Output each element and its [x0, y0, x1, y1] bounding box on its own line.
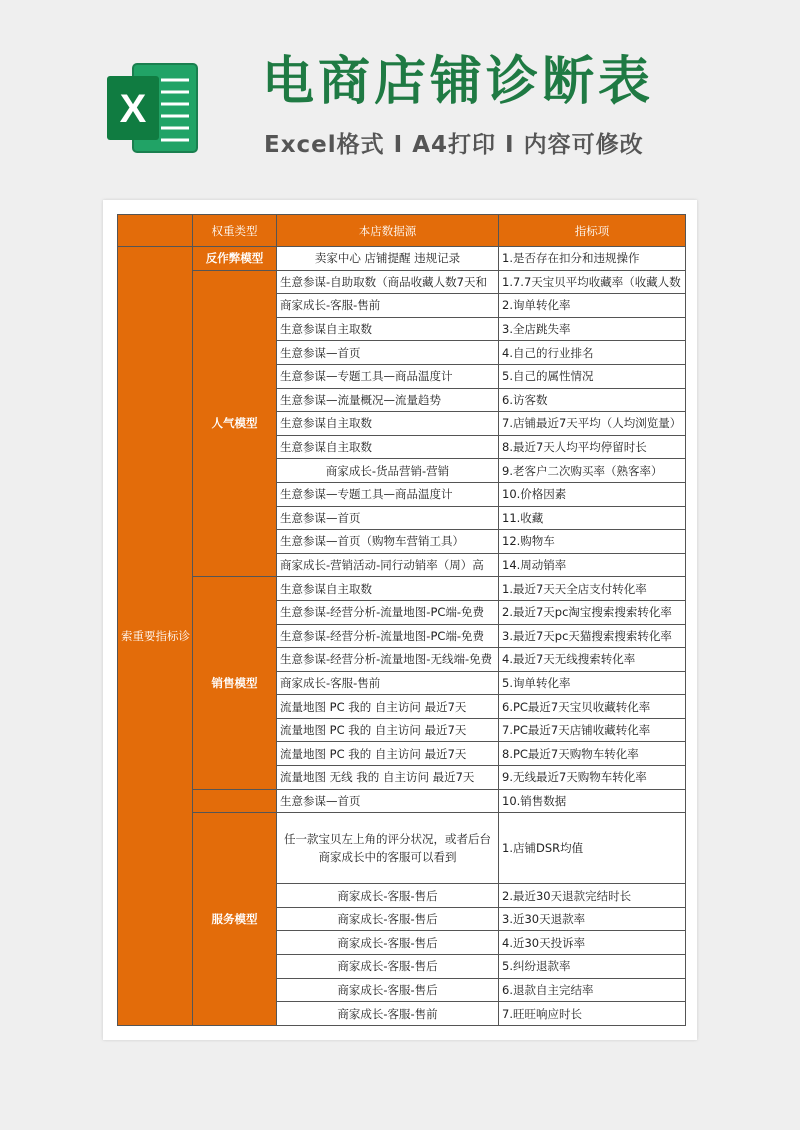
table-row: [118, 577, 686, 601]
indicator-cell: 6.PC最近7天宝贝收藏转化率: [499, 695, 686, 719]
indicator-cell: 6.访客数: [499, 388, 686, 412]
source-cell: 任一款宝贝左上角的评分状况，或者后台商家成长中的客服可以看到: [277, 813, 499, 884]
table-row: [118, 789, 686, 813]
source-cell: 商家成长-客服-售前: [277, 294, 499, 318]
source-cell: 生意参谋自主取数: [277, 435, 499, 459]
source-cell: 生意参谋—首页: [277, 789, 499, 813]
spreadsheet-page: [103, 200, 697, 1040]
source-cell: 流量地图 PC 我的 自主访问 最近7天: [277, 695, 499, 719]
indicator-cell: 2.最近30天退款完结时长: [499, 884, 686, 908]
indicator-cell: 8.最近7天人均平均停留时长: [499, 435, 686, 459]
source-cell: 流量地图 无线 我的 自主访问 最近7天: [277, 766, 499, 790]
source-cell: 商家成长-客服-售后: [277, 884, 499, 908]
indicator-cell: 12.购物车: [499, 530, 686, 554]
indicator-cell: 10.销售数据: [499, 789, 686, 813]
source-cell: 生意参谋—流量概况—流量趋势: [277, 388, 499, 412]
indicator-cell: 5.纠纷退款率: [499, 955, 686, 979]
source-cell: 商家成长-客服-售后: [277, 931, 499, 955]
source-cell: 卖家中心 店铺提醒 违规记录: [277, 247, 499, 271]
source-cell: 生意参谋-经营分析-流量地图-无线端-免费: [277, 648, 499, 672]
source-cell: 生意参谋—首页（购物车营销工具）: [277, 530, 499, 554]
indicator-cell: 2.询单转化率: [499, 294, 686, 318]
source-cell: 生意参谋—专题工具—商品温度计: [277, 364, 499, 388]
page-title: 电商店铺诊断表: [262, 52, 655, 112]
header-cell-weight-type: 权重类型: [193, 215, 277, 247]
indicator-cell: 3.近30天退款率: [499, 907, 686, 931]
table-header-row: [118, 215, 686, 247]
indicator-cell: 4.自己的行业排名: [499, 341, 686, 365]
indicator-cell: 1.7.7天宝贝平均收藏率（收藏人数: [499, 270, 686, 294]
source-cell: 流量地图 PC 我的 自主访问 最近7天: [277, 742, 499, 766]
source-cell: 生意参谋-自助取数（商品收藏人数7天和: [277, 270, 499, 294]
header-cell-category: [118, 215, 193, 247]
category-cell: 索重要指标诊: [118, 247, 193, 1026]
indicator-cell: 8.PC最近7天购物车转化率: [499, 742, 686, 766]
table-row: [118, 270, 686, 294]
source-cell: 生意参谋自主取数: [277, 317, 499, 341]
indicator-cell: 5.自己的属性情况: [499, 364, 686, 388]
excel-icon: [103, 58, 203, 158]
table-row: [118, 813, 686, 884]
diagnosis-table: [117, 214, 686, 1026]
table-row: [118, 247, 686, 271]
source-cell: 生意参谋自主取数: [277, 412, 499, 436]
indicator-cell: 9.老客户二次购买率（熟客率）: [499, 459, 686, 483]
source-cell: 生意参谋—首页: [277, 506, 499, 530]
header-cell-indicator: 指标项: [499, 215, 686, 247]
indicator-cell: 3.全店跳失率: [499, 317, 686, 341]
indicator-cell: 7.旺旺响应时长: [499, 1002, 686, 1026]
indicator-cell: 2.最近7天pc淘宝搜索搜索转化率: [499, 600, 686, 624]
indicator-cell: 5.询单转化率: [499, 671, 686, 695]
source-cell: 流量地图 PC 我的 自主访问 最近7天: [277, 718, 499, 742]
source-cell: 商家成长-客服-售后: [277, 955, 499, 979]
source-cell: 商家成长-客服-售前: [277, 671, 499, 695]
source-cell: 生意参谋-经营分析-流量地图-PC端-免费: [277, 600, 499, 624]
group-cell-anti-cheat: 反作弊模型: [193, 247, 277, 271]
indicator-cell: 14.周动销率: [499, 553, 686, 577]
group-cell-service: 服务模型: [193, 813, 277, 1026]
indicator-cell: 7.PC最近7天店铺收藏转化率: [499, 718, 686, 742]
source-cell: 商家成长-客服-售后: [277, 907, 499, 931]
indicator-cell: 4.最近7天无线搜索转化率: [499, 648, 686, 672]
group-cell-sales: 销售模型: [193, 577, 277, 789]
excel-logo-letter: X: [119, 87, 147, 131]
header-cell-data-source: 本店数据源: [277, 215, 499, 247]
indicator-cell: 4.近30天投诉率: [499, 931, 686, 955]
indicator-cell: 3.最近7天pc天猫搜索搜索转化率: [499, 624, 686, 648]
source-cell: 生意参谋-经营分析-流量地图-PC端-免费: [277, 624, 499, 648]
page-subtitle: Excel格式 I A4打印 I 内容可修改: [264, 132, 644, 158]
source-cell: 商家成长-营销活动-同行动销率（周）高: [277, 553, 499, 577]
source-cell: 商家成长-货品营销-营销: [277, 459, 499, 483]
page-header: [0, 0, 800, 200]
group-cell-popularity: 人气模型: [193, 270, 277, 577]
indicator-cell: 1.最近7天天全店支付转化率: [499, 577, 686, 601]
source-cell: 商家成长-客服-售前: [277, 1002, 499, 1026]
indicator-cell: 7.店铺最近7天平均（人均浏览量）: [499, 412, 686, 436]
indicator-cell: 9.无线最近7天购物车转化率: [499, 766, 686, 790]
source-cell: 商家成长-客服-售后: [277, 978, 499, 1002]
indicator-cell: 11.收藏: [499, 506, 686, 530]
indicator-cell: 1.是否存在扣分和违规操作: [499, 247, 686, 271]
source-cell: 生意参谋—首页: [277, 341, 499, 365]
indicator-cell: 6.退款自主完结率: [499, 978, 686, 1002]
group-cell-empty: [193, 789, 277, 813]
source-cell: 生意参谋自主取数: [277, 577, 499, 601]
indicator-cell: 1.店铺DSR均值: [499, 813, 686, 884]
source-cell: 生意参谋—专题工具—商品温度计: [277, 482, 499, 506]
indicator-cell: 10.价格因素: [499, 482, 686, 506]
